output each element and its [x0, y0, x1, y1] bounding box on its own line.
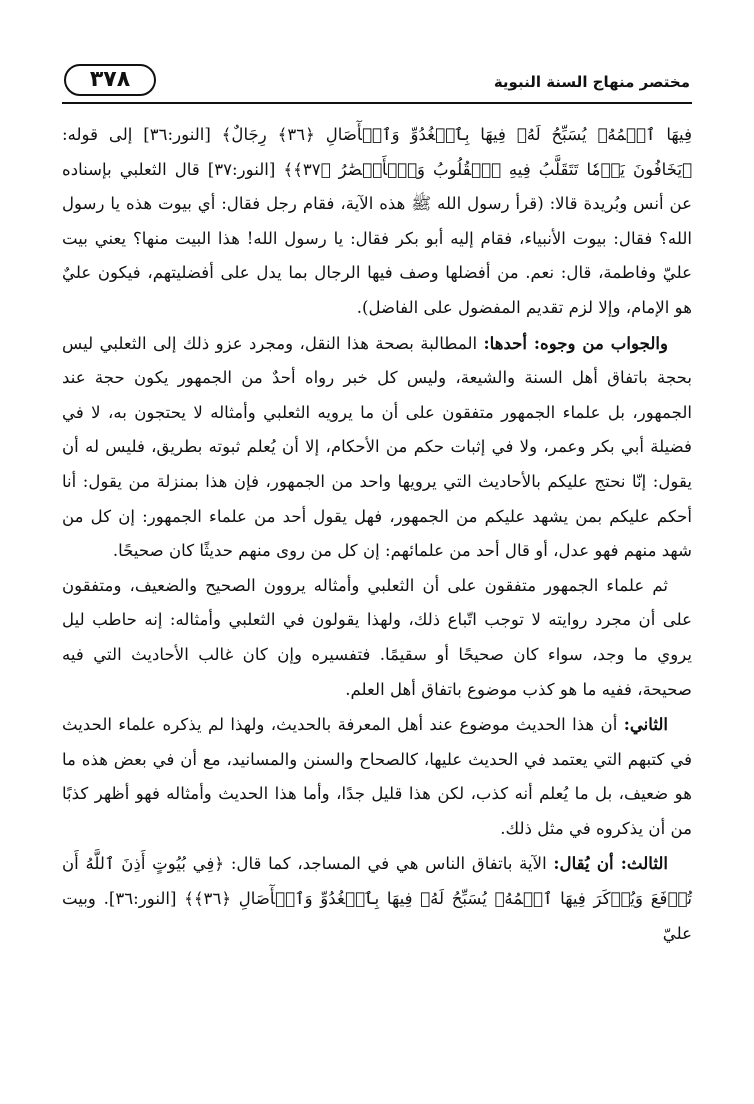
paragraph-4-text: أن هذا الحديث موضوع عند أهل المعرفة بالحديث، ولهذا لم يذكره علماء الحديث في كتبهم التي يعتمد في الحديث عليها، كالصحاح والسنن والمسانيد، مع أن في بعض هذه ما هو ضعيف، بل ما يُعلم أنه كذب، لكن هذا قليل جدًا، وأما هذا الحديث وأمثاله فهو أظهر كذبًا من أن يذكروه في مثل ذلك.	[62, 715, 692, 838]
main-text	[62, 118, 692, 951]
paragraph-2-text: المطالبة بصحة هذا النقل، ومجرد عزو ذلك إلى الثعلبي ليس بحجة باتفاق أهل السنة والشيعة، وليس كل خبر رواه أحدٌ من الجمهور يكون حجة عند الجمهور، بل علماء الجمهور متفقون على أن ما يرويه الثعلبي وأمثاله لا يحتجون به، لا في فضيلة أبي بكر وعمر، ولا في إثبات حكم من الأحكام، إلا أن يُعلم ثبوته بطريق، فليس له أن يقول: إنّا نحتج عليكم بالأحاديث التي يرويها واحد من الجمهور، فإن هذا بمنزلة من يقول: أنا أحكم عليكم بمن يشهد عليكم من الجمهور، فهل يقول أحد من علماء الجمهور: إن كل من شهد منهم فهو عدل، أو قال أحد من علمائهم: إن كل من روى منهم حديثًا كان صحيحًا.	[62, 333, 692, 561]
running-header	[62, 64, 692, 104]
paragraph-5	[62, 846, 692, 951]
paragraph-3-text: ثم علماء الجمهور متفقون على أن الثعلبي وأمثاله يروون الصحيح والضعيف، ومتفقون على أن مجرد روايته لا توجب اتّباع ذلك، ولهذا يقولون في الثعلبي وأمثاله: إنه حاطب ليل يروي ما وجد، سواء كان صحيحًا أو سقيمًا. فتفسيره وإن كان غالب الأحاديث التي فيه صحيحة، ففيه ما هو كذب موضوع باتفاق أهل العلم.	[62, 575, 692, 699]
paragraph-2-lead: والجواب من وجوه: أحدها:	[483, 332, 668, 353]
paragraph-4-lead: الثاني:	[623, 714, 668, 735]
page-number-badge: ٣٧٨	[64, 64, 156, 96]
paragraph-5-text: الآية باتفاق الناس هي في المساجد، كما قال: ﴿فِي بُيُوتٍ أَذِنَ ٱللَّهُ أَن تُرۡفَعَ وَيُذۡكَرَ فِيهَا ٱسۡمُهُۥ يُسَبِّحُ لَهُۥ فِيهَا بِٱلۡغُدُوِّ وَٱلۡأٓصَالِ ﴿٣٦﴾﴾ [النور:٣٦]. وبيت عليّ	[62, 854, 692, 943]
header-divider	[62, 102, 692, 104]
book-title: مختصر منهاج السنة النبوية	[493, 73, 690, 91]
paragraph-1-text: فِيهَا ٱسۡمُهُۥ يُسَبِّحُ لَهُۥ فِيهَا بِٱلۡغُدُوِّ وَٱلۡأٓصَالِ ﴿٣٦﴾ رِجَالٌ﴾ [النور:٣٦] إلى قوله: ﴿يَخَافُونَ يَوۡمٗا تَتَقَلَّبُ فِيهِ ٱلۡقُلُوبُ وَٱلۡأَبۡصَٰرُ ﴿٣٧﴾﴾ [النور:٣٧] قال الثعلبي بإسناده عن أنس وبُريدة قالا: (قرأ رسول الله ﷺ هذه الآية، فقام رجل فقال: أي بيوت هذه يا رسول الله؟ فقال: بيوت الأنبياء، فقام إليه أبو بكر فقال: يا رسول الله! هذا البيت منها؟ يعني بيت عليّ وفاطمة، قال: نعم. من أفضلها وصف فيها الرجال بما يدل على أفضليتهم، فيكون عليٌ هو الإمام، وإلا لزم تقديم المفضول على الفاضل).	[62, 125, 693, 317]
paragraph-5-lead: الثالث: أن يُقال:	[553, 853, 668, 874]
paragraph-3	[62, 569, 692, 707]
paragraph-2	[62, 326, 692, 569]
paragraph-1	[62, 118, 692, 326]
paragraph-4	[62, 707, 692, 846]
